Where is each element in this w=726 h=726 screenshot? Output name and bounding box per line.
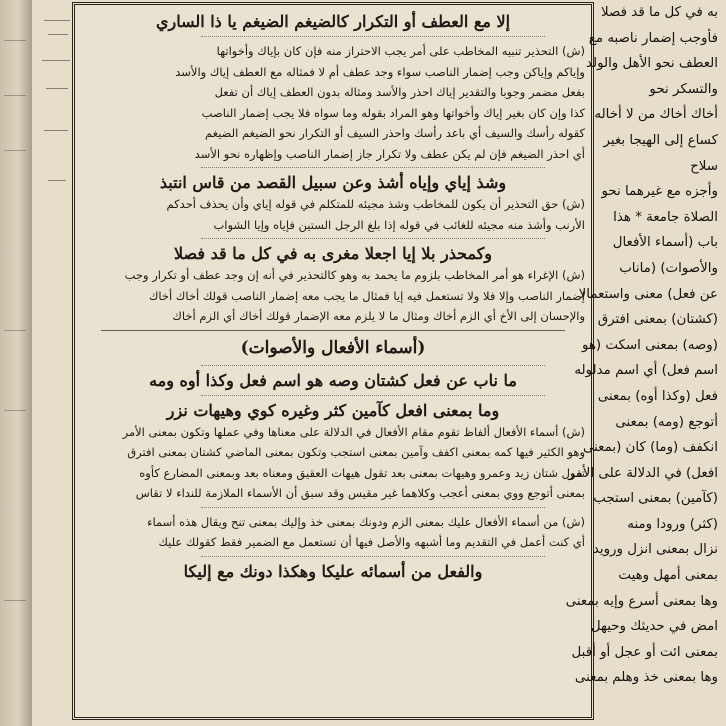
- margin-line: وها بمعنى خذ وهلم بمعنى: [574, 670, 718, 686]
- margin-line: سلاح: [690, 158, 718, 174]
- margin-line: العطف نحو الأهل والولد: [585, 56, 718, 72]
- verse-line: والفعل من أسمائه عليكا وهكذا دونك مع إليكا: [183, 561, 483, 581]
- commentary-line: كقوله رأسك والسيف أي باعد رأسك واحذر السيف أو التكرار نحو الضيغم الضيغم: [205, 126, 585, 140]
- commentary-line: وإياكم وإياكن وجب إضمار الناصب سواء وجد عطف أم لا فمثاله مع العطف إياك والأسد: [175, 64, 585, 79]
- commentary-line: أي احذر الضيغم فإن لم يكن عطف ولا تكرار جاز إضمار الناصب وإظهاره نحو الأسد: [194, 146, 585, 161]
- commentary-line: (ش) الإغراء هو أمر المخاطب بلزوم ما يحمد به وهو كالتحذير في أنه إن وجد عطف أو تكرار وجب: [124, 268, 585, 282]
- interlinear-gloss: [81, 33, 585, 41]
- divider: [101, 330, 565, 331]
- margin-line: نزال بمعنى انزل ورويد: [592, 542, 718, 558]
- main-text-frame: [72, 2, 594, 720]
- margin-line: (كآمين) بمعنى استجب: [593, 491, 718, 507]
- left-page-edge: [0, 0, 34, 726]
- margin-line: اسم فعل) أي اسم مدلوله: [574, 363, 718, 379]
- interlinear-gloss: [81, 235, 585, 243]
- commentary-line: (ش) أسماء الأفعال ألفاظ تقوم مقام الأفعال في الدلالة على معناها وفي عملها وتكون بمعنى الأمر: [122, 424, 585, 439]
- interlinear-gloss: [81, 362, 585, 370]
- margin-line: والتسكر نحو: [649, 81, 718, 97]
- commentary-line: بفعل مضمر وجوبا والتقدير إياك احذر والأسد ومثاله بدون العطف إياك أن تفعل: [214, 85, 585, 99]
- margin-line: أتوجع (ومه) بمعنى: [615, 414, 718, 430]
- margin-line: وأجزه مع غيرهما نحو: [601, 184, 718, 200]
- margin-line: والأصوات) (ماناب: [619, 260, 718, 276]
- margin-line: عن فعل) معنى واستعمالا: [578, 286, 718, 302]
- commentary-line: الأرنب وأشذ منه مجيئه للغائب في قوله إذا بلغ الرجل الستين فإياه وإيا الشواب: [213, 217, 585, 232]
- margin-line: الصلاة جامعة * هذا: [613, 209, 718, 225]
- margin-line: انكفف (وما) كان (بمعنى: [582, 440, 718, 456]
- commentary-line: بمعنى أتوجع ووي بمعنى أعجب وكلاهما غير مقيس وقد سبق أن الأسماء الملازمة للنداء لا تقاس: [135, 486, 585, 500]
- verse-line: وما بمعنى افعل كآمين كثر وغيره كوي وهيهات نزر: [166, 400, 500, 420]
- verse-line: إلا مع العطف أو التكرار كالضيغم الضيغم يا ذا الساري: [155, 12, 511, 31]
- margin-line: بمعنى أمهل وهيت: [618, 568, 718, 584]
- interlinear-gloss: [81, 392, 585, 400]
- commentary-line: (ش) من أسماء الأفعال عليك بمعنى الزم ودونك بمعنى خذ وإليك بمعنى تنح ويقال هذه أسماء: [147, 514, 585, 529]
- margin-line: (كثر) ورودا ومنه: [627, 516, 718, 532]
- margin-line: أخاك أخاك من لا أخاله: [594, 107, 718, 123]
- margin-line: به في كل ما قد فصلا: [601, 5, 718, 20]
- commentary-line: والإحسان إلى الأخ أي الزم أخاك ومثال ما لا يلزم معه الإضمار قولك أخاك أي الزم أخاك: [172, 309, 585, 323]
- margin-line: وها بمعنى أسرع وإيه بمعنى: [565, 593, 718, 609]
- interlinear-gloss: [81, 553, 585, 561]
- margin-line: باب (أسماء الأفعال: [612, 235, 718, 251]
- commentary-line: تقول شتان زيد وعمرو وهيهات بمعنى بعد تقول هيهات العقيق ومعناه بعد وبمعنى المضارع كأوه: [139, 465, 585, 480]
- verse-line: وشذ إياي وإياه أشذ وعن سبيل القصد من قاس انتبذ: [159, 173, 507, 192]
- margin-line: فعل (وكذا أوه) بمعنى: [597, 388, 718, 404]
- margin-commentary-column: [565, 0, 726, 726]
- margin-line: افعل) في الدلالة على الأمر: [568, 465, 718, 481]
- margin-line: امض في حديثك وحيهل: [590, 619, 718, 635]
- margin-line: (كشتان) بمعنى افترق: [597, 312, 718, 328]
- margin-line: فأوجب إضمار ناصبه مع: [588, 30, 718, 46]
- book-page: [32, 0, 726, 726]
- margin-line: (وصه) بمعنى اسكت (هو: [581, 337, 718, 353]
- commentary-line: أي كنت أعمل في التقديم وما أشبهه والأصل فيها أن تستعمل مع الضمير فقط كقولك عليك: [158, 535, 585, 549]
- section-title: (أسماء الأفعال والأصوات): [240, 337, 426, 358]
- handwritten-margin-notes: [42, 0, 72, 250]
- commentary-line: (ش) التحذير تنبيه المخاطب على أمر يجب الاحتراز منه فإن كان بإياك وأخواتها: [216, 44, 585, 58]
- verse-line: ما ناب عن فعل كشتان وصه هو اسم فعل وكذا أوه ومه: [149, 370, 517, 390]
- commentary-line: كذا وإن كان بغير إياك وأخواتها وهو المراد بقوله وما سواه فلا يجب إضمار الناصب: [201, 105, 585, 120]
- interlinear-gloss: [81, 504, 585, 512]
- interlinear-gloss: [81, 164, 585, 172]
- commentary-line: (ش) حق التحذير أن يكون للمخاطب وشذ مجيئه للمتكلم في قوله إياي وأن يحذف أحدكم: [166, 197, 585, 211]
- margin-line: بمعنى ائت أو عجل أو أقبل: [571, 644, 718, 660]
- margin-line: كساع إلى الهيجا بغير: [603, 132, 718, 148]
- commentary-line: وهو الكثير فيها كمه بمعنى اكفف وآمين بمعنى استجب وتكون بمعنى الماضي كشتان بمعنى افترق: [127, 445, 585, 459]
- commentary-line: إضمار الناصب وإلا فلا ولا تستعمل فيه إيا فمثال ما يجب معه إضمار الناصب قولك أخاك أخاك: [148, 288, 585, 303]
- verse-line: وكمحذر بلا إيا اجعلا مغرى به في كل ما قد فصلا: [173, 244, 493, 263]
